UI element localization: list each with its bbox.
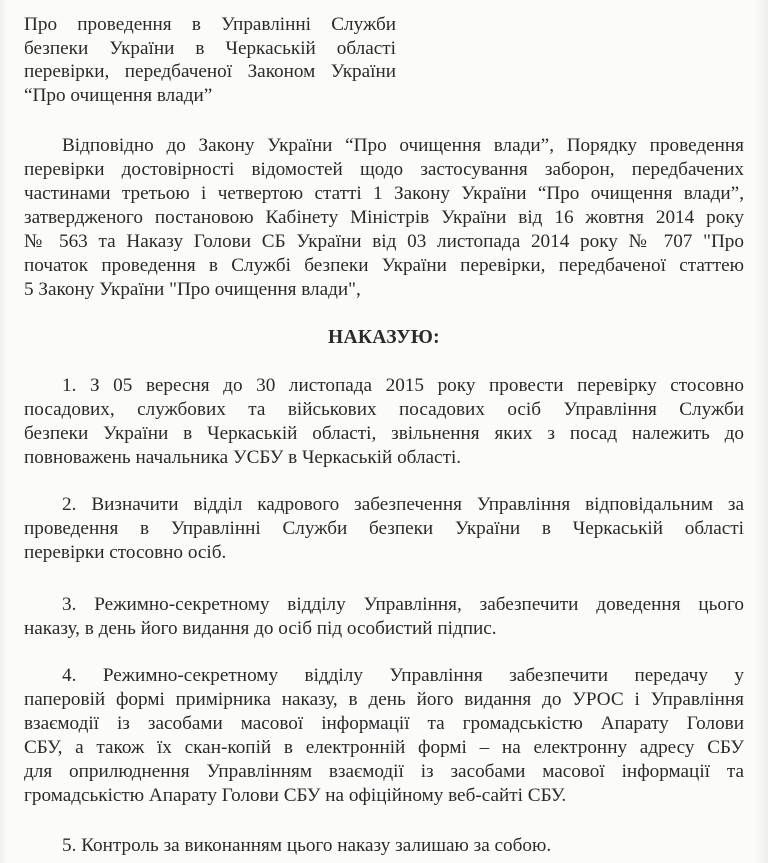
item-line: посадових, службових та військових посадових осіб Управління Служби [24,399,744,420]
item-line: громадськістю Апарату Голови СБУ на офіційному веб-сайті СБУ. [24,785,567,806]
preamble-line: № 563 та Наказу Голови СБ України від 03 листопада 2014 року № 707 "Про [24,231,744,252]
preamble-line: частинами третьою і четвертою статті 1 Закону України “Про очищення влади”, [24,183,744,204]
item-line: 1. З 05 вересня до 30 листопада 2015 року провести перевірку стосовно [62,375,744,396]
item-line: проведення в Управлінні Служби безпеки України в Черкаській області [24,518,744,539]
item-line: взаємодії із засобами масової інформації та громадськістю Апарату Голови [24,713,744,734]
item-line: 5. Контроль за виконанням цього наказу залишаю за собою. [62,835,552,856]
subject-line: безпеки України в Черкаській області [24,38,396,59]
scan-left-edge [0,0,8,863]
item-line: 3. Режимно-секретному відділу Управління, забезпечити доведення цього [62,594,744,615]
preamble-line: 5 Закону України "Про очищення влади", [24,279,361,300]
scan-right-edge [754,0,768,863]
preamble-line: перевірки достовірності відомостей щодо застосування заборон, передбачених [24,159,744,180]
item-line: СБУ, а також їх скан-копій в електронній формі – на електронну адресу СБУ [24,737,744,758]
subject-line: перевірки, передбаченої Законом України [24,61,396,82]
item-line: повноважень начальника УСБУ в Черкаській області. [24,447,462,468]
item-line: паперовій формі примірника наказу, в день його видання до УРОС і Управління [24,689,744,710]
subject-line: “Про очищення влади” [24,85,213,106]
item-line: 4. Режимно-секретному відділу Управління забезпечити передачу у [62,665,744,686]
item-line: наказу, в день його видання до осіб під особистий підпис. [24,618,497,639]
preamble-line: початок проведення в Службі безпеки України перевірки, передбаченої статтею [24,255,744,276]
preamble-line: Відповідно до Закону України “Про очищення влади”, Порядку проведення [62,135,744,156]
item-line: для оприлюднення Управлінням взаємодії із засобами масової інформації та [24,761,744,782]
preamble-line: затвердженого постановою Кабінету Міністрів України від 16 жовтня 2014 року [24,207,744,228]
order-title: НАКАЗУЮ: [328,327,440,348]
item-line: безпеки України в Черкаській області, звільнення яких з посад належить до [24,423,744,444]
item-line: перевірки стосовно осіб. [24,542,227,563]
subject-line: Про проведення в Управлінні Служби [24,14,396,35]
item-line: 2. Визначити відділ кадрового забезпечення Управління відповідальним за [62,494,744,515]
